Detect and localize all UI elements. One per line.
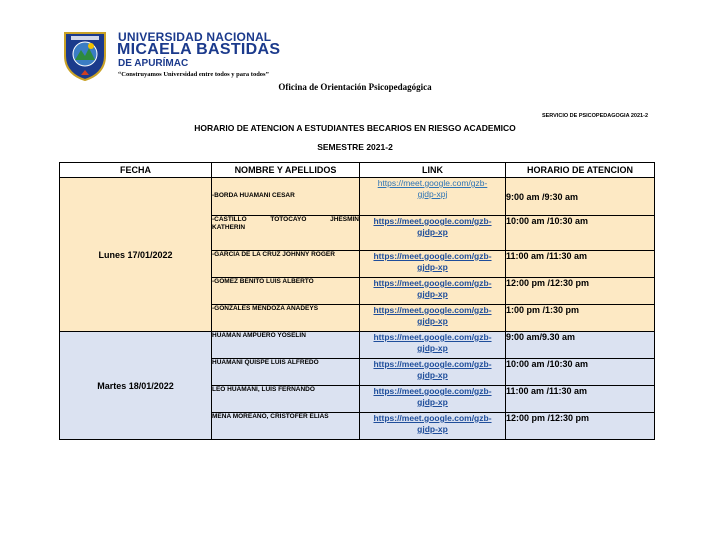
meet-link-cell (360, 178, 506, 216)
meet-link-cell (360, 332, 506, 359)
table-row (60, 178, 655, 216)
meet-link-cell (360, 386, 506, 413)
meet-link-cell (360, 278, 506, 305)
university-name-line1: UNIVERSIDAD NACIONAL (118, 30, 272, 44)
column-header-link: LINK (360, 163, 506, 178)
column-header-horario: HORARIO DE ATENCION (506, 163, 655, 178)
meet-link[interactable]: https://meet.google.com/gzb- gjdp-xp (373, 332, 492, 354)
student-name: -GOMEZ BENITO LUIS ALBERTO (212, 278, 360, 305)
meet-link[interactable]: https://meet.google.com/gzb- gjdp-xp (373, 278, 492, 300)
student-name: HUAMAN AMPUERO YOSELIN (212, 332, 360, 359)
attention-time: 9:00 am/9.30 am (506, 332, 655, 359)
semester-label: SEMESTRE 2021-2 (317, 142, 393, 152)
column-header-fecha: FECHA (60, 163, 212, 178)
office-name: Oficina de Orientación Psicopedagógica (278, 82, 432, 92)
column-header-nombre: NOMBRE Y APELLIDOS (212, 163, 360, 178)
service-label: SERVICIO DE PSICOPEDAGOGIA 2021-2 (541, 113, 648, 119)
attention-time: 1:00 pm /1:30 pm (506, 305, 655, 332)
university-name-line3: DE APURÍMAC (118, 58, 189, 69)
student-name: -BORDA HUAMANI CESAR (212, 178, 360, 216)
meet-link-cell (360, 305, 506, 332)
attention-time: 10:00 am /10:30 am (506, 359, 655, 386)
meet-link-cell (360, 359, 506, 386)
meet-link[interactable]: https://meet.google.com/gzb- gjdp-xp (373, 386, 492, 408)
table-row (60, 332, 655, 359)
meet-link-cell (360, 216, 506, 251)
document-title: HORARIO DE ATENCION A ESTUDIANTES BECARIOS EN RIESGO ACADEMICO (194, 123, 516, 133)
attention-time: 10:00 am /10:30 am (506, 216, 655, 251)
attention-time: 12:00 pm /12:30 pm (506, 278, 655, 305)
attention-time: 9:00 am /9:30 am (506, 178, 655, 216)
date-cell: Martes 18/01/2022 (60, 332, 212, 440)
meet-link[interactable]: https://meet.google.com/gzb- gjdp-xp (373, 305, 492, 327)
student-name: HUAMANI QUISPE LUIS ALFREDO (212, 359, 360, 386)
meet-link-cell (360, 251, 506, 278)
meet-link[interactable]: https://meet.google.com/gzb- gjdp-xp (373, 216, 492, 238)
attention-time: 11:00 am /11:30 am (506, 386, 655, 413)
date-cell: Lunes 17/01/2022 (60, 178, 212, 332)
schedule-table (59, 162, 655, 440)
meet-link[interactable]: https://meet.google.com/gzb- gjdp-xp (373, 413, 492, 435)
student-name: -GONZALES MENDOZA ANADEYS (212, 305, 360, 332)
meet-link[interactable]: https://meet.google.com/gzb- gjdp-xp (373, 251, 492, 273)
student-name: -CASTILLO TOTOCAYO JHESMIN KATHERIN (212, 216, 360, 251)
meet-link[interactable]: https://meet.google.com/gzb- gjdp-xpj (377, 178, 488, 200)
attention-time: 12:00 pm /12:30 pm (506, 413, 655, 440)
student-name: MENA MOREANO, CRISTOFER ELIAS (212, 413, 360, 440)
student-name: LEO HUAMANI, LUIS FERNANDO (212, 386, 360, 413)
university-motto: “Construyamos Universidad entre todos y para todos” (118, 71, 269, 78)
student-name-justified: -CASTILLO TOTOCAYO JHESMIN (212, 216, 359, 223)
student-name: -GARCIA DE LA CRUZ JOHNNY ROGER (212, 251, 360, 278)
university-logo (62, 30, 108, 82)
meet-link-cell (360, 413, 506, 440)
table-header-row (60, 163, 655, 178)
attention-time: 11:00 am /11:30 am (506, 251, 655, 278)
meet-link[interactable]: https://meet.google.com/gzb- gjdp-xp (373, 359, 492, 381)
university-name-line2: MICAELA BASTIDAS (117, 41, 281, 58)
